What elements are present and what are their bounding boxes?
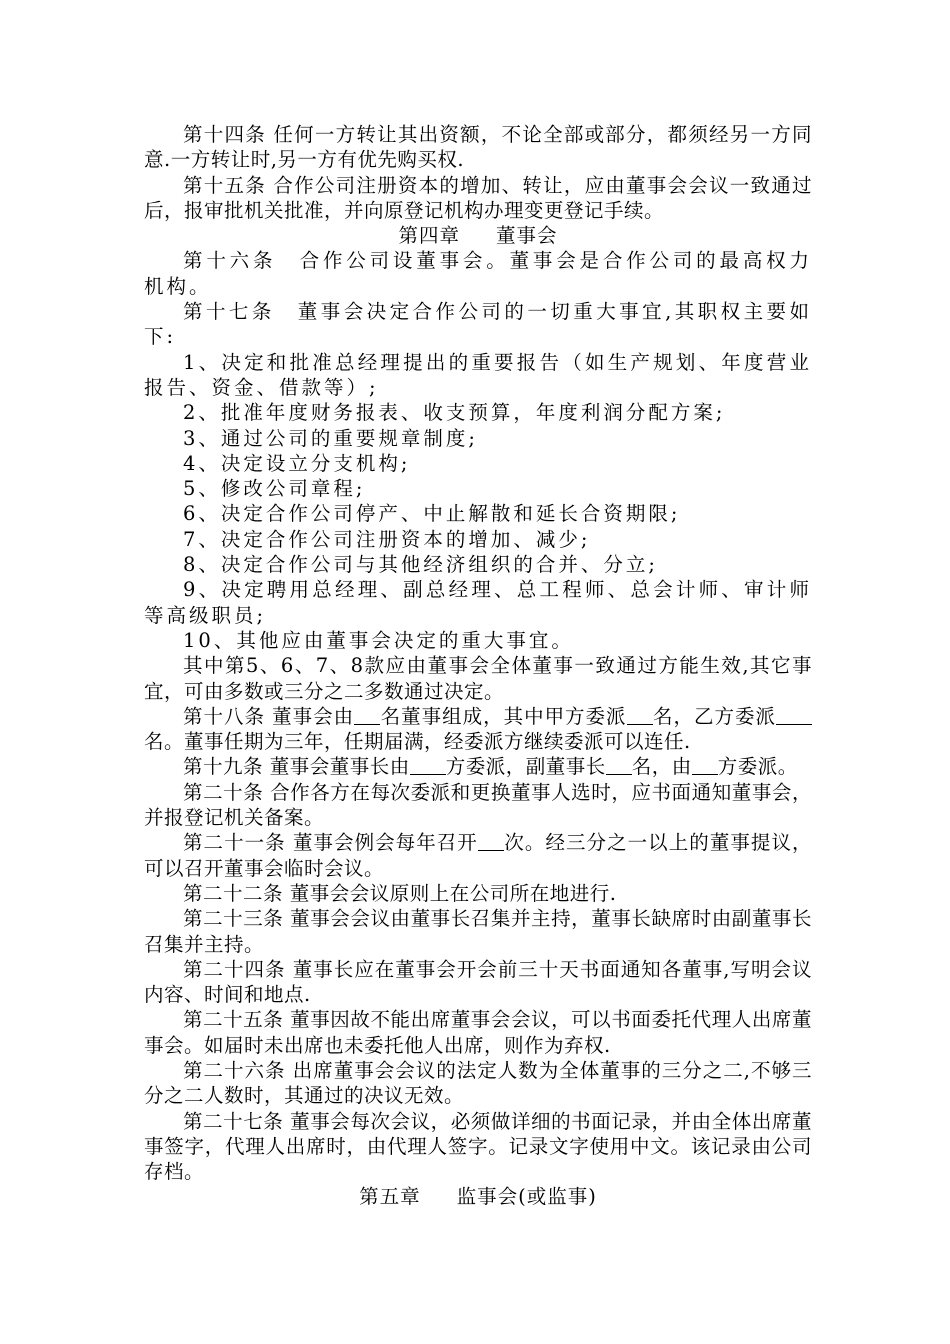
chapter-4-title: 董事会 (496, 224, 558, 248)
article-18-text-3: 名，乙方委派 (652, 704, 776, 728)
article-18-text-4: 名。董事任期为三年，任期届满，经委派方继续委派可以连任. (144, 730, 691, 754)
article-14: 第十四条 任何一方转让其出资额，不论全部或部分，都须经另一方同意.一方转让时,另一方有优先购买权. (144, 123, 812, 172)
article-18 (144, 704, 812, 755)
article-17: 第十七条 董事会决定合作公司的一切重大事宜,其职权主要如下: (144, 300, 812, 349)
article-21-text-1: 第二十一条 董事会例会每年召开 (183, 831, 478, 855)
article-15: 第十五条 合作公司注册资本的增加、转让，应由董事会会议一致通过后，报审批机关批准，并向原登记机构办理变更登记手续。 (144, 173, 812, 222)
blank-field (606, 756, 632, 775)
chapter-4-number: 第四章 (398, 224, 460, 248)
document-body (144, 122, 812, 1210)
article-21-text-2: 次。经三分之一以上的董事提议，可以召开董事会临时会议。 (144, 831, 812, 880)
item-1: 1、决定和批准总经理提出的重要报告（如生产规划、年度营业报告、资金、借款等）; (144, 350, 812, 399)
article-19-text-2: 方委派，副董事长 (445, 755, 606, 779)
item-2: 2、批准年度财务报表、收支预算，年度利润分配方案; (183, 401, 726, 425)
article-19-text-1: 第十九条 董事会董事长由 (183, 755, 410, 779)
article-16: 第十六条 合作公司设董事会。董事会是合作公司的最高权力机构。 (144, 249, 812, 298)
chapter-4-heading (144, 223, 812, 248)
article-25: 第二十五条 董事因故不能出席董事会会议，可以书面委托代理人出席董事会。如届时未出席也未委托他人出席，则作为弃权. (144, 1008, 812, 1057)
article-23: 第二十三条 董事会会议由董事长召集并主持，董事长缺席时由副董事长召集并主持。 (144, 907, 812, 956)
item-6: 6、决定合作公司停产、中止解散和延长合资期限; (183, 502, 681, 526)
article-22: 第二十二条 董事会会议原则上在公司所在地进行. (183, 881, 617, 905)
chapter-5-title: 监事会(或监事) (456, 1185, 597, 1209)
item-9: 9、决定聘用总经理、副总经理、总工程师、总会计师、审计师等高级职员; (144, 578, 812, 627)
blank-field (627, 706, 653, 725)
article-19 (144, 754, 812, 779)
article-18-text-1: 第十八条 董事会由 (183, 704, 355, 728)
article-19-text-3: 名，由 (631, 755, 692, 779)
article-24: 第二十四条 董事长应在董事会开会前三十天书面通知各董事,写明会议内容、时间和地点. (144, 957, 812, 1007)
blank-field (478, 832, 504, 851)
item-5: 5、修改公司章程; (183, 477, 366, 501)
item-10: 10、其他应由董事会决定的重大事宜。 (183, 628, 574, 652)
blank-field (354, 706, 380, 725)
item-7: 7、决定合作公司注册资本的增加、减少; (183, 527, 591, 551)
article-18-text-2: 名董事组成，其中甲方委派 (380, 704, 627, 728)
chapter-5-number: 第五章 (359, 1185, 421, 1209)
blank-field (692, 756, 718, 775)
chapter-5-heading (144, 1184, 812, 1209)
item-8: 8、决定合作公司与其他经济组织的合并、分立; (183, 553, 658, 577)
item-3: 3、通过公司的重要规章制度; (183, 426, 478, 450)
article-26: 第二十六条 出席董事会会议的法定人数为全体董事的三分之二,不够三分之二人数时，其通过的决议无效。 (144, 1058, 812, 1108)
article-21 (144, 830, 812, 881)
article-27: 第二十七条 董事会每次会议，必须做详细的书面记录，并由全体出席董事签字，代理人出席时，由代理人签字。记录文字使用中文。该记录由公司存档。 (144, 1109, 812, 1184)
voting-note: 其中第5、6、7、8款应由董事会全体董事一致通过方能生效,其它事宜，可由多数或三分之二多数通过决定。 (144, 654, 812, 703)
blank-field (410, 756, 446, 775)
item-4: 4、决定设立分支机构; (183, 451, 411, 475)
article-20: 第二十条 合作各方在每次委派和更换董事人选时，应书面通知董事会，并报登记机关备案。 (144, 780, 812, 830)
blank-field (776, 706, 812, 725)
article-19-text-4: 方委派。 (717, 755, 798, 779)
